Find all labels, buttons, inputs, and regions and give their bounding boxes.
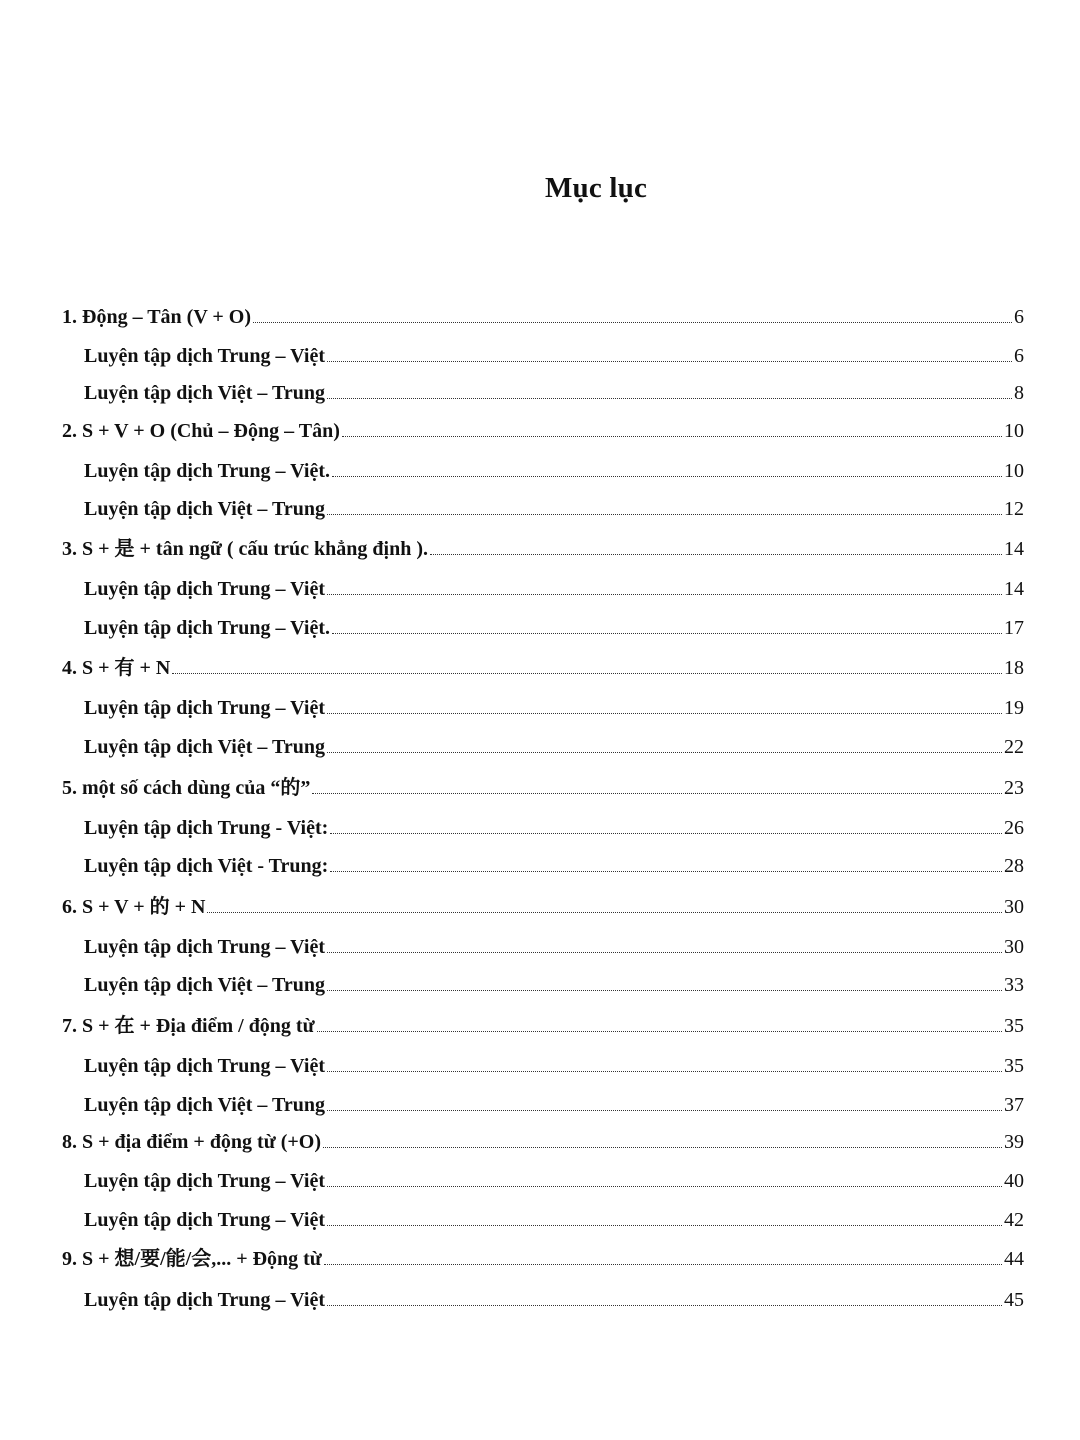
toc-subentry[interactable] [62,496,1024,522]
dot-leader [330,871,1002,872]
toc-entry-page-number: 8 [1014,382,1024,404]
toc-entry-label: Luyện tập dịch Việt – Trung [84,736,325,758]
toc-entry-label: Luyện tập dịch Trung – Việt. [84,460,330,482]
toc-entry-page-number: 30 [1004,936,1024,958]
toc-entry-label: Luyện tập dịch Trung – Việt [84,697,325,719]
dot-leader [207,912,1002,913]
toc-entry-label: Luyện tập dịch Trung – Việt [84,578,325,600]
toc-entry-label: 6. S + V + 的 + N [62,896,206,918]
dot-leader [327,514,1002,515]
toc-entry-page-number: 22 [1004,736,1024,758]
dot-leader [327,713,1002,714]
toc-entry-label: Luyện tập dịch Việt – Trung [84,1094,325,1116]
toc-subentry[interactable] [62,1168,1024,1194]
toc-subentry[interactable] [62,343,1024,369]
toc-entry[interactable] [62,775,1024,801]
toc-entry-page-number: 19 [1004,697,1024,719]
dot-leader [327,1186,1002,1187]
toc-entry-page-number: 35 [1004,1055,1024,1077]
toc-subentry[interactable] [62,1207,1024,1233]
toc-entry-page-number: 14 [1004,578,1024,600]
toc-entry-label: 2. S + V + O (Chủ – Động – Tân) [62,420,340,442]
toc-subentry[interactable] [62,934,1024,960]
toc-entry-label: 9. S + 想/要/能/会,... + Động từ [62,1248,322,1270]
toc-entry-label: 8. S + địa điểm + động từ (+O) [62,1131,321,1153]
toc-entry-page-number: 12 [1004,498,1024,520]
dot-leader [327,752,1002,753]
toc-entry[interactable] [62,894,1024,920]
toc-entry-page-number: 42 [1004,1209,1024,1231]
dot-leader [312,793,1002,794]
toc-entry-page-number: 44 [1004,1248,1024,1270]
toc-entry-page-number: 17 [1004,617,1024,639]
toc-entry[interactable] [62,304,1024,330]
toc-subentry[interactable] [62,458,1024,484]
dot-leader [332,476,1002,477]
toc-entry-page-number: 23 [1004,777,1024,799]
toc-entry-page-number: 6 [1014,306,1024,328]
dot-leader [327,952,1002,953]
toc-subentry[interactable] [62,815,1024,841]
toc-entry-label: Luyện tập dịch Trung – Việt [84,1289,325,1311]
dot-leader [327,1305,1002,1306]
toc-entry-page-number: 10 [1004,460,1024,482]
toc-entry-label: Luyện tập dịch Trung – Việt [84,345,325,367]
toc-subentry[interactable] [62,1092,1024,1118]
toc-entry-label: Luyện tập dịch Trung - Việt: [84,817,329,839]
toc-entry-label: Luyện tập dịch Trung – Việt [84,1170,325,1192]
dot-leader [330,833,1002,834]
toc-entry-label: 1. Động – Tân (V + O) [62,306,252,328]
toc-entry-label: Luyện tập dịch Trung – Việt [84,1209,325,1231]
toc-subentry[interactable] [62,576,1024,602]
page-title: Mục lục [544,172,648,204]
toc-entry[interactable] [62,536,1024,562]
toc-entry-page-number: 40 [1004,1170,1024,1192]
toc-entry-label: 3. S + 是 + tân ngữ ( cấu trúc khẳng định ). [62,538,428,560]
toc-entry[interactable] [62,655,1024,681]
dot-leader [324,1264,1002,1265]
dot-leader [317,1031,1002,1032]
dot-leader [253,322,1012,323]
toc-subentry[interactable] [62,734,1024,760]
toc-entry-page-number: 30 [1004,896,1024,918]
toc-subentry[interactable] [62,380,1024,406]
dot-leader [172,673,1002,674]
toc-entry-page-number: 6 [1014,345,1024,367]
dot-leader [430,554,1002,555]
dot-leader [323,1147,1002,1148]
toc-entry-label: 5. một số cách dùng của “的” [62,777,311,799]
toc-entry-page-number: 14 [1004,538,1024,560]
dot-leader [327,361,1012,362]
toc-entry-label: Luyện tập dịch Trung – Việt. [84,617,330,639]
dot-leader [327,1225,1002,1226]
toc-entry[interactable] [62,1129,1024,1155]
toc-subentry[interactable] [62,1053,1024,1079]
toc-entry-label: Luyện tập dịch Trung – Việt [84,936,325,958]
dot-leader [327,594,1002,595]
toc-entry[interactable] [62,418,1024,444]
toc-entry-label: Luyện tập dịch Việt – Trung [84,498,325,520]
dot-leader [327,1071,1002,1072]
toc-entry-page-number: 10 [1004,420,1024,442]
toc-entry-page-number: 37 [1004,1094,1024,1116]
dot-leader [327,398,1012,399]
toc-entry-label: 7. S + 在 + Địa điểm / động từ [62,1015,315,1037]
toc-entry-label: Luyện tập dịch Trung – Việt [84,1055,325,1077]
toc-entry-page-number: 28 [1004,855,1024,877]
dot-leader [327,990,1002,991]
toc-subentry[interactable] [62,615,1024,641]
toc-entry-page-number: 39 [1004,1131,1024,1153]
toc-subentry[interactable] [62,695,1024,721]
toc-entry-page-number: 45 [1004,1289,1024,1311]
dot-leader [342,436,1002,437]
toc-entry-page-number: 18 [1004,657,1024,679]
dot-leader [327,1110,1002,1111]
toc-entry-page-number: 26 [1004,817,1024,839]
toc-entry-page-number: 35 [1004,1015,1024,1037]
toc-subentry[interactable] [62,1287,1024,1313]
toc-entry[interactable] [62,1013,1024,1039]
toc-subentry[interactable] [62,853,1024,879]
toc-entry-page-number: 33 [1004,974,1024,996]
toc-entry[interactable] [62,1246,1024,1272]
toc-subentry[interactable] [62,972,1024,998]
toc-entry-label: Luyện tập dịch Việt – Trung [84,382,325,404]
toc-entry-label: Luyện tập dịch Việt - Trung: [84,855,329,877]
toc-entry-label: 4. S + 有 + N [62,657,171,679]
dot-leader [332,633,1002,634]
toc-entry-label: Luyện tập dịch Việt – Trung [84,974,325,996]
